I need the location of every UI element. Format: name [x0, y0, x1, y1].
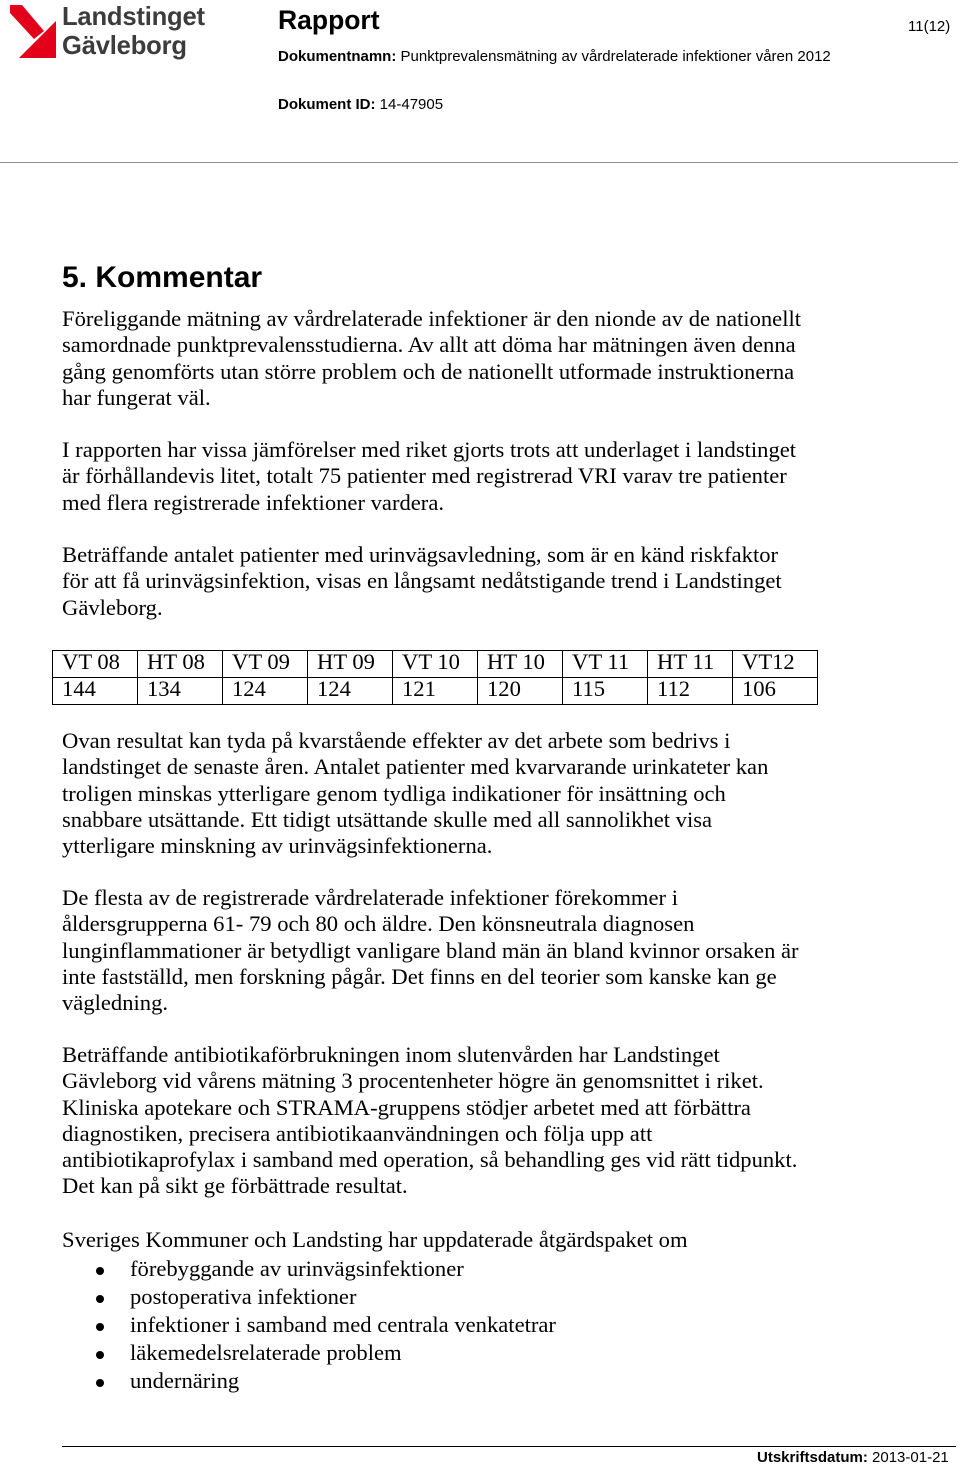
page-number: 11(12)	[908, 18, 951, 35]
text-line: Sveriges Kommuner och Landsting har uppdaterade åtgärdspaket om	[62, 1227, 688, 1252]
bullet-marker	[96, 1379, 104, 1387]
table-count-cell: 124	[308, 678, 393, 705]
table-count-cell: 124	[223, 678, 308, 705]
paragraph-antibiotic-use	[62, 1042, 797, 1200]
table-period-cell: HT 08	[138, 651, 223, 678]
document-id-label: Dokument ID:	[278, 96, 376, 113]
text-line: Beträffande antalet patienter med urinvägsavledning, som är en känd riskfaktor	[62, 542, 779, 567]
table-row-periods	[53, 651, 818, 678]
table-period-cell: VT 09	[223, 651, 308, 678]
table-period-cell: VT 10	[393, 651, 478, 678]
text-line: De flesta av de registrerade vårdrelaterade infektioner förekommer i	[62, 885, 678, 910]
text-line: inte fastställd, men forskning pågår. Det finns en del teorier som kanske kan ge	[62, 963, 777, 989]
bullet-marker	[96, 1267, 104, 1275]
header-divider	[0, 162, 958, 163]
document-name-value: Punktprevalensmätning av vårdrelaterade infektioner våren 2012	[400, 48, 831, 65]
paragraph-action-packages-intro	[62, 1227, 688, 1253]
landstinget-logo-mark-icon	[10, 5, 56, 58]
text-line: Gävleborg.	[62, 594, 163, 620]
table-row-counts	[53, 678, 818, 705]
table-period-cell: VT12	[733, 651, 818, 678]
table-count-cell: 134	[138, 678, 223, 705]
text-line: ytterligare minskning av urinvägsinfektionerna.	[62, 833, 493, 859]
footer-divider	[62, 1446, 956, 1447]
list-item-text: infektioner i samband med centrala venkatetrar	[130, 1312, 556, 1337]
action-packages-list	[0, 1255, 960, 1395]
table-period-cell: VT 08	[53, 651, 138, 678]
text-line: lunginflammationer är betydligt vanligare bland män än bland kvinnor orsaken är	[62, 937, 799, 963]
list-item	[0, 1367, 960, 1395]
text-line: för att få urinvägsinfektion, visas en långsamt nedåtstigande trend i Landstinget	[62, 568, 782, 594]
paragraph-comparison-note	[62, 437, 796, 516]
document-name	[278, 48, 831, 66]
paragraph-catheter-trend	[62, 542, 782, 621]
table-count-cell: 121	[393, 678, 478, 705]
table-period-cell: HT 09	[308, 651, 393, 678]
text-line: är förhållandevis litet, totalt 75 patienter med registrerad VRI varav tre patienter	[62, 463, 787, 489]
document-id	[278, 96, 443, 114]
text-line: åldersgrupperna 61- 79 och 80 och äldre. Den könsneutrala diagnosen	[62, 911, 695, 937]
list-item-text: läkemedelsrelaterade problem	[130, 1340, 402, 1365]
list-item	[0, 1255, 960, 1283]
table-count-cell: 115	[563, 678, 648, 705]
list-item	[0, 1339, 960, 1367]
table-count-cell: 106	[733, 678, 818, 705]
text-line: antibiotikaprofylax i samband med operation, så behandling ges vid rätt tidpunkt.	[62, 1147, 798, 1173]
list-item	[0, 1283, 960, 1311]
bullet-marker	[96, 1351, 104, 1359]
catheter-trend-table	[52, 650, 818, 705]
paragraph-background	[62, 306, 801, 411]
text-line: Beträffande antibiotikaförbrukningen inom slutenvården har Landstinget	[62, 1042, 720, 1067]
document-id-value: 14-47905	[379, 96, 444, 113]
table-period-cell: VT 11	[563, 651, 648, 678]
section-heading: 5. Kommentar	[62, 261, 263, 294]
print-date-label: Utskriftsdatum:	[757, 1449, 868, 1466]
table-count-cell: 112	[648, 678, 733, 705]
document-type-title: Rapport	[278, 5, 380, 35]
list-item-text: förebyggande av urinvägsinfektioner	[130, 1256, 464, 1281]
text-line: med flera registrerade infektioner vardera.	[62, 489, 444, 515]
text-line: I rapporten har vissa jämförelser med riket gjorts trots att underlaget i landstinget	[62, 437, 797, 462]
list-item	[0, 1311, 960, 1339]
logo-text-line2: Gävleborg	[62, 32, 187, 60]
text-line: Gävleborg vid vårens mätning 3 procentenheter högre än genomsnittet i riket.	[62, 1068, 764, 1094]
print-date-value: 2013-01-21	[872, 1449, 949, 1466]
text-line: gång genomförts utan större problem och de nationellt utformade instruktionerna	[62, 358, 795, 384]
text-line: har fungerat väl.	[62, 384, 211, 410]
table-count-cell: 120	[478, 678, 563, 705]
table-period-cell: HT 11	[648, 651, 733, 678]
bullet-marker	[96, 1323, 104, 1331]
paragraph-age-groups	[62, 885, 799, 1016]
print-date	[757, 1450, 949, 1466]
list-item-text: undernäring	[130, 1368, 240, 1393]
text-line: Föreliggande mätning av vårdrelaterade infektioner är den nionde av de nationellt	[62, 306, 802, 331]
text-line: samordnade punktprevalensstudierna. Av allt att döma har mätningen även denna	[62, 332, 796, 358]
logo-text-line1: Landstinget	[62, 3, 205, 31]
text-line: troligen minskas ytterligare genom tydliga indikationer för insättning och	[62, 780, 726, 806]
paragraph-results-interpretation	[62, 728, 768, 859]
text-line: landstinget de senaste åren. Antalet patienter med kvarvarande urinkateter kan	[62, 754, 769, 780]
text-line: Kliniska apotekare och STRAMA-gruppens stödjer arbetet med att förbättra	[62, 1094, 751, 1120]
document-name-label: Dokumentnamn:	[278, 48, 397, 65]
text-line: Ovan resultat kan tyda på kvarstående effekter av det arbete som bedrivs i	[62, 728, 731, 753]
text-line: Det kan på sikt ge förbättrade resultat.	[62, 1173, 408, 1199]
text-line: vägledning.	[62, 990, 169, 1016]
list-item-text: postoperativa infektioner	[130, 1284, 357, 1309]
text-line: diagnostiken, precisera antibiotikaanvändningen och följa upp att	[62, 1120, 653, 1146]
table-count-cell: 144	[53, 678, 138, 705]
bullet-marker	[96, 1295, 104, 1303]
table-period-cell: HT 10	[478, 651, 563, 678]
text-line: snabbare utsättande. Ett tidigt utsättande skulle med all sannolikhet visa	[62, 806, 713, 832]
